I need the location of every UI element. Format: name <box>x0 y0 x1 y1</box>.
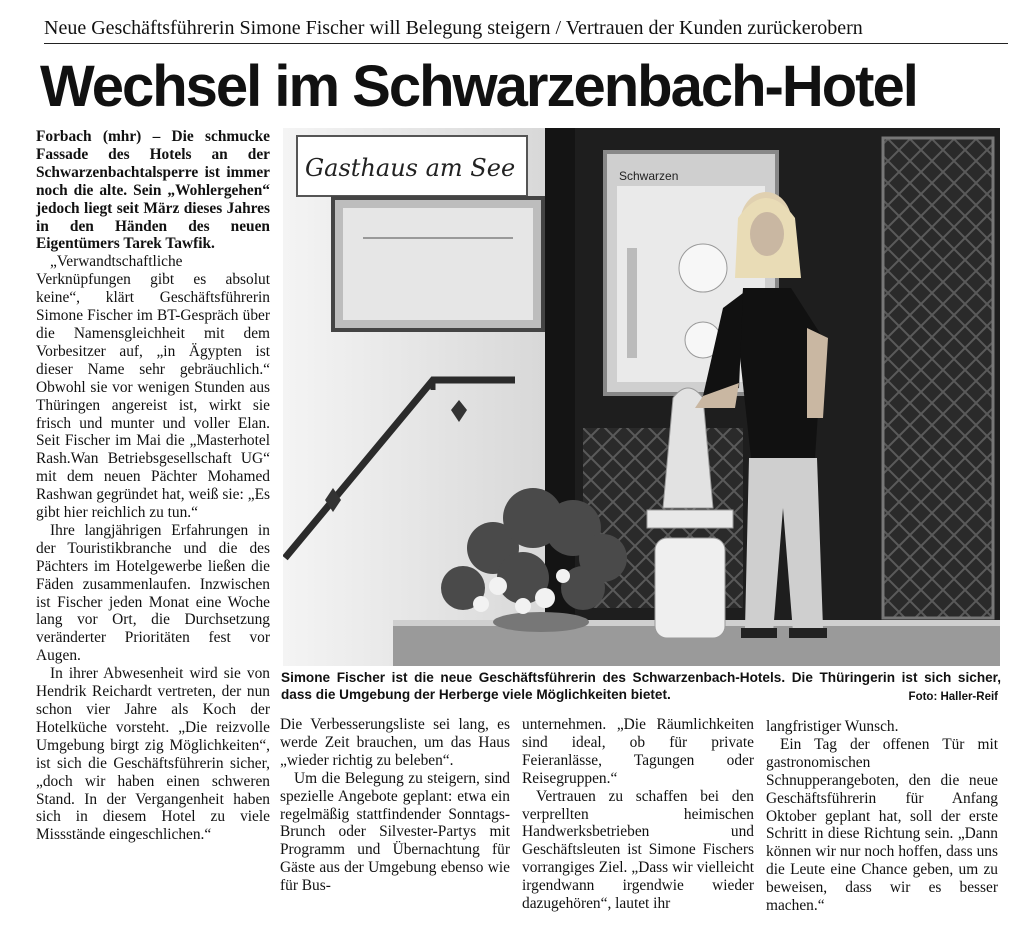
lead-paragraph: Forbach (mhr) – Die schmucke Fassade des Hotels an der Schwarzenbachtalsperre ist immer noch die alte. Sein „Wohlergehen“ jedoch liegt seit März dieses Jahres in den Händen des neuen Eigentümers Tarek Tawfik. <box>36 128 270 253</box>
body-paragraph: „Verwandtschaftliche Verknüpfungen gibt es absolut keine“, klärt Geschäftsführerin Simone Fischer im BT-Gespräch über die Namensgleichheit mit dem Vorbesitzer auf, „in Ägypten ist dieser Name sehr gebräuchlich.“ Obwohl sie vor wenigen Stunden aus Thüringen angereist ist, wirkt sie frisch und munter und voller Elan. Seit Fischer im Mai die „Masterhotel Rash.Wan Betriebsgesellschaft UG“ mit dem neuen Pächter Mohamed Rashwan gegründet hat, weiß sie: „Es gibt hier reichlich zu tun.“ <box>36 253 270 522</box>
kicker-line: Neue Geschäftsführerin Simone Fischer will Belegung steigern / Vertrauen der Kunden zurückerobern <box>44 16 1008 44</box>
sign-text: Gasthaus am See <box>305 154 516 182</box>
body-paragraph: Ihre langjährigen Erfahrungen in der Touristikbranche und die des Pächters im Hotelgewerbe ließen die Fäden zusammenlaufen. Inzwischen ist Fischer jeden Monat eine Woche lang vor Ort, die Durchsetzung veränderter Prioritäten fest vor Augen. <box>36 521 270 665</box>
photo-credit: Foto: Haller-Reif <box>908 691 998 703</box>
body-paragraph: unternehmen. „Die Räumlichkeiten sind ideal, ob für private Feieranlässe, Tagungen oder Reisegruppen.“ <box>522 716 754 787</box>
board-text: Schwarzen <box>619 169 679 183</box>
hotel-photo <box>283 128 1000 666</box>
body-paragraph: Vertrauen zu schaffen bei den verprellten heimischen Handwerksbetrieben und Geschäftsleuten ist Simone Fischers vorrangiges Ziel. „Dass wir vielleicht irgendwann irgendwie wieder dazugehören“, lautet ihr <box>522 787 754 913</box>
column-1 <box>36 128 270 844</box>
column-3 <box>522 716 754 913</box>
body-paragraph: In ihrer Abwesenheit wird sie von Hendrik Reichardt vertreten, der nun schon vier Jahre als Koch der Hotelküche vorsteht. „Die reizvolle Umgebung birgt zig Möglichkeiten“, ist sich die Geschäftsführerin sicher, „doch wir haben einen schweren Stand. In der Vergangenheit haben sich in diesem Hotel zu viele Missstände eingeschlichen.“ <box>36 665 270 844</box>
body-paragraph: Um die Belegung zu steigern, sind spezielle Angebote geplant: etwa ein regelmäßig stattfindender Sonntags-Brunch oder Silvester-Partys mit Programm und Übernachtung für Gäste aus der Umgebung ebenso wie für Bus- <box>280 769 510 895</box>
photo-caption: Simone Fischer ist die neue Geschäftsführerin des Schwarzenbach-Hotels. Die Thüringerin ist sich sicher, dass die Umgebung der Herberge viele Möglichkeiten bietet. <box>281 670 1001 702</box>
body-paragraph: Ein Tag der offenen Tür mit gastronomischen Schnupperangeboten, den die neue Geschäftsführerin für Anfang Oktober geplant hat, soll der erste Schritt in diese Richtung sein. „Dann können wir nur noch hoffen, dass uns die Leute eine Chance geben, um zu beweisen, dass wir es besser machen.“ <box>766 735 998 915</box>
column-2 <box>280 716 510 895</box>
body-paragraph: langfristiger Wunsch. <box>766 718 899 735</box>
headline: Wechsel im Schwarzenbach-Hotel <box>40 54 917 119</box>
body-paragraph: Die Verbesserungsliste sei lang, es werde Zeit brauchen, um das Haus „wieder richtig zu beleben“. <box>280 716 510 769</box>
column-4 <box>766 718 998 915</box>
photo-illustration <box>283 128 1000 666</box>
